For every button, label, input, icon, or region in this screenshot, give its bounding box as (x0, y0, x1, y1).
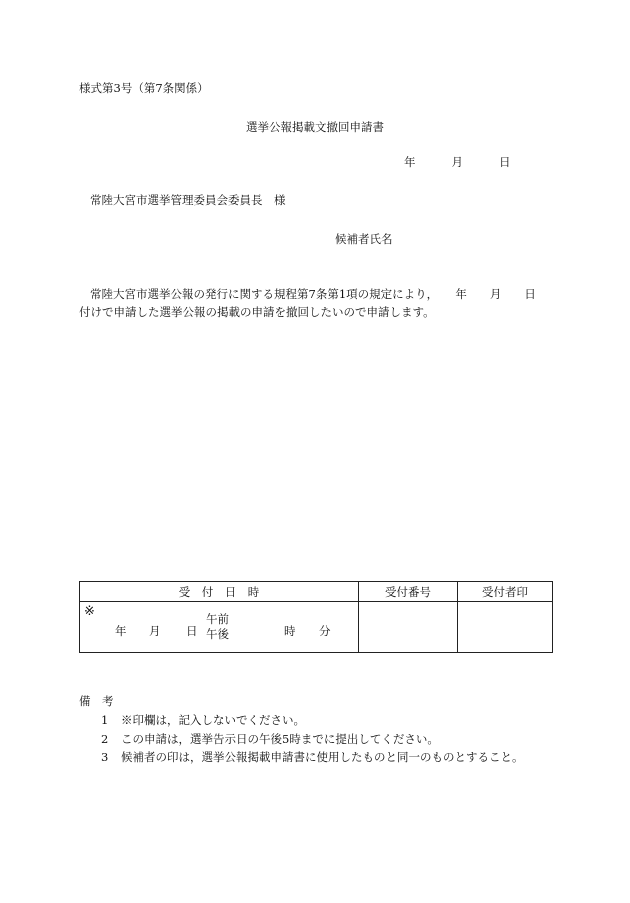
body-paragraph (79, 285, 559, 321)
reception-year-label: 年 (115, 624, 127, 638)
pm-label: 午後 (206, 627, 229, 641)
date-day-label: 日 (499, 155, 511, 169)
reception-number-cell (359, 602, 458, 653)
reception-hour-label: 時 (284, 624, 296, 638)
reception-table (79, 581, 553, 653)
note-item (101, 749, 524, 765)
reception-datetime-cell (80, 602, 359, 653)
reception-entry-row (80, 602, 553, 653)
note-number: 1 (101, 713, 109, 727)
note-text: ※印欄は，記入しないでください。 (121, 713, 305, 727)
body-line-2: 付けで申請した選挙公報の掲載の申請を撤回したいので申請します。 (79, 305, 435, 319)
am-pm-choice (206, 612, 229, 642)
notes-title: 備 考 (79, 694, 114, 708)
addressee: 常陸大宮市選挙管理委員会委員長 様 (90, 193, 286, 207)
submission-date (404, 154, 511, 170)
reception-day-label: 日 (186, 624, 198, 638)
note-text: この申請は，選挙告示日の午後5時までに提出してください。 (121, 732, 439, 746)
reference-mark: ※ (84, 604, 95, 619)
note-number: 2 (101, 732, 109, 746)
date-year-label: 年 (404, 155, 416, 169)
date-month-label: 月 (451, 155, 463, 169)
header-reception-number: 受付番号 (359, 582, 458, 602)
note-item (101, 731, 439, 747)
header-reception-datetime: 受 付 日 時 (80, 582, 359, 602)
reception-month-label: 月 (149, 624, 161, 638)
note-number: 3 (101, 750, 109, 764)
reception-minute-label: 分 (319, 624, 331, 638)
candidate-name-label: 候補者氏名 (335, 232, 393, 246)
note-text: 候補者の印は，選挙公報掲載申請書に使用したものと同一のものとすること。 (121, 750, 524, 764)
body-line-1: 常陸大宮市選挙公報の発行に関する規程第7条第1項の規定により， 年 月 日 (90, 287, 536, 301)
am-label: 午前 (206, 612, 229, 626)
note-item (101, 712, 305, 728)
receiver-seal-cell (458, 602, 553, 653)
form-number: 様式第3号（第7条関係） (79, 81, 209, 95)
header-receiver-seal: 受付者印 (458, 582, 553, 602)
document-title: 選挙公報掲載文撤回申請書 (246, 120, 384, 134)
reception-header-row (80, 582, 553, 602)
